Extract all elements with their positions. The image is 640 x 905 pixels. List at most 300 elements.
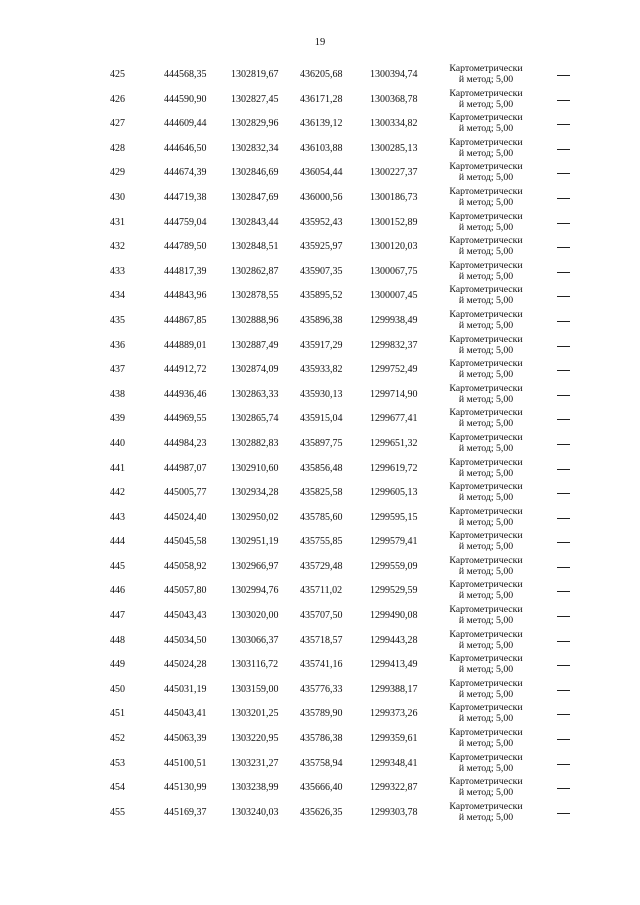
empty-dash (557, 149, 570, 150)
method-line-2: й метод; 5,00 (458, 270, 514, 282)
method-cell (437, 481, 535, 503)
empty-dash (557, 714, 570, 715)
coordinate-x2: 435915,04 (300, 413, 343, 425)
method-cell (437, 88, 535, 110)
point-number: 447 (110, 610, 125, 622)
method-cell (437, 604, 535, 626)
method-line-1: Картометрически (449, 333, 523, 345)
point-number: 436 (110, 339, 125, 351)
point-number: 444 (110, 536, 125, 548)
point-number: 431 (110, 216, 125, 228)
method-line-1: Картометрически (449, 185, 523, 197)
method-line-1: Картометрически (449, 358, 523, 370)
table-row (0, 381, 640, 406)
table-row (0, 528, 640, 553)
empty-dash (557, 616, 570, 617)
method-line-1: Картометрически (449, 702, 523, 714)
method-cell (437, 530, 535, 552)
point-number: 435 (110, 314, 125, 326)
empty-dash (557, 469, 570, 470)
method-line-2: й метод; 5,00 (458, 74, 514, 85)
method-line-1: Картометрически (449, 505, 523, 517)
point-number: 440 (110, 437, 125, 449)
method-line-2: й метод; 5,00 (458, 541, 514, 553)
coordinate-x2: 435666,40 (300, 782, 343, 794)
coordinate-x1: 445043,43 (164, 610, 207, 622)
empty-dash (557, 813, 570, 814)
coordinate-y2: 1299322,87 (370, 782, 418, 794)
coordinate-y2: 1300186,73 (370, 191, 418, 203)
coordinate-y2: 1300067,75 (370, 265, 418, 277)
empty-dash (557, 764, 570, 765)
coordinate-x1: 445024,40 (164, 511, 207, 523)
coordinate-x1: 445034,50 (164, 634, 207, 646)
coordinate-x2: 436139,12 (300, 118, 343, 130)
point-number: 428 (110, 142, 125, 154)
coordinate-x1: 444912,72 (164, 364, 207, 376)
coordinate-y2: 1299651,32 (370, 437, 418, 449)
table-row (0, 159, 640, 184)
table-row (0, 282, 640, 307)
coordinate-x2: 435895,52 (300, 290, 343, 302)
coordinate-y2: 1299938,49 (370, 314, 418, 326)
empty-dash (557, 370, 570, 371)
coordinate-x1: 445045,58 (164, 536, 207, 548)
method-line-1: Картометрически (449, 776, 523, 788)
coordinate-y1: 1302819,67 (231, 69, 279, 80)
table-row (0, 430, 640, 455)
coordinate-x2: 435925,97 (300, 241, 343, 253)
point-number: 429 (110, 167, 125, 179)
empty-dash (557, 493, 570, 494)
coordinate-x2: 435741,16 (300, 659, 343, 671)
table-row (0, 332, 640, 357)
empty-dash (557, 690, 570, 691)
table-row (0, 602, 640, 627)
coordinate-x1: 445058,92 (164, 560, 207, 572)
coordinate-y1: 1303116,72 (231, 659, 279, 671)
empty-dash (557, 665, 570, 666)
method-line-1: Картометрически (449, 554, 523, 566)
coordinate-x2: 435776,33 (300, 683, 343, 695)
coordinate-x1: 444789,50 (164, 241, 207, 253)
coordinate-y2: 1300227,37 (370, 167, 418, 179)
method-cell (437, 334, 535, 356)
method-line-1: Картометрически (449, 431, 523, 443)
table-row (0, 774, 640, 799)
coordinate-x1: 445005,77 (164, 487, 207, 499)
point-number: 445 (110, 560, 125, 572)
method-line-2: й метод; 5,00 (458, 369, 514, 381)
table-row (0, 799, 640, 824)
coordinate-y2: 1299619,72 (370, 462, 418, 474)
method-line-1: Картометрически (449, 308, 523, 320)
coordinate-x2: 435917,29 (300, 339, 343, 351)
point-number: 443 (110, 511, 125, 523)
coordinate-y1: 1302847,69 (231, 191, 279, 203)
method-cell (437, 284, 535, 306)
table-row (0, 504, 640, 529)
coordinate-y1: 1302829,96 (231, 118, 279, 130)
point-number: 449 (110, 659, 125, 671)
point-number: 437 (110, 364, 125, 376)
point-number: 430 (110, 191, 125, 203)
table-row (0, 135, 640, 160)
method-cell (437, 161, 535, 183)
coordinate-x2: 435789,90 (300, 708, 343, 720)
coordinate-y1: 1302887,49 (231, 339, 279, 351)
method-cell (437, 678, 535, 700)
table-row (0, 209, 640, 234)
method-line-1: Картометрически (449, 653, 523, 665)
coordinate-x2: 436103,88 (300, 142, 343, 154)
coordinate-x1: 444936,46 (164, 388, 207, 400)
point-number: 433 (110, 265, 125, 277)
coordinate-y2: 1299443,28 (370, 634, 418, 646)
empty-dash (557, 223, 570, 224)
method-line-2: й метод; 5,00 (458, 98, 514, 110)
method-cell (437, 186, 535, 208)
table-row (0, 627, 640, 652)
method-line-2: й метод; 5,00 (458, 418, 514, 430)
empty-dash (557, 124, 570, 125)
coordinate-x2: 435626,35 (300, 806, 343, 818)
table-row (0, 479, 640, 504)
coordinate-x2: 435907,35 (300, 265, 343, 277)
empty-dash (557, 542, 570, 543)
method-line-2: й метод; 5,00 (458, 393, 514, 405)
coordinate-y2: 1299529,59 (370, 585, 418, 597)
empty-dash (557, 518, 570, 519)
point-number: 442 (110, 487, 125, 499)
coordinate-x1: 444843,96 (164, 290, 207, 302)
coordinate-y1: 1303159,00 (231, 683, 279, 695)
empty-dash (557, 198, 570, 199)
coordinate-x2: 435930,13 (300, 388, 343, 400)
coordinate-x1: 444817,39 (164, 265, 207, 277)
coordinate-y1: 1302950,02 (231, 511, 279, 523)
point-number: 453 (110, 757, 125, 769)
method-line-2: й метод; 5,00 (458, 565, 514, 577)
coordinate-y1: 1302882,83 (231, 437, 279, 449)
method-cell (437, 629, 535, 651)
table-row (0, 651, 640, 676)
method-cell (437, 358, 535, 380)
method-line-1: Картометрически (449, 112, 523, 124)
empty-dash (557, 346, 570, 347)
empty-dash (557, 296, 570, 297)
point-number: 427 (110, 118, 125, 130)
coordinate-y2: 1300368,78 (370, 93, 418, 105)
coordinate-y1: 1302832,34 (231, 142, 279, 154)
table-row (0, 258, 640, 283)
method-line-1: Картометрически (449, 456, 523, 468)
coordinate-x1: 444867,85 (164, 314, 207, 326)
coordinate-y1: 1303220,95 (231, 733, 279, 745)
table-row (0, 405, 640, 430)
coordinate-y1: 1302878,55 (231, 290, 279, 302)
coordinate-x2: 435729,48 (300, 560, 343, 572)
method-cell (437, 801, 535, 823)
method-cell (437, 752, 535, 774)
coordinate-x2: 435707,50 (300, 610, 343, 622)
empty-dash (557, 75, 570, 76)
method-line-1: Картометрически (449, 210, 523, 222)
coordinate-x1: 445024,28 (164, 659, 207, 671)
coordinate-x2: 435711,02 (300, 585, 343, 597)
method-cell (437, 506, 535, 528)
table-row (0, 356, 640, 381)
point-number: 425 (110, 69, 125, 80)
empty-dash (557, 247, 570, 248)
method-line-2: й метод; 5,00 (458, 295, 514, 307)
method-line-2: й метод; 5,00 (458, 319, 514, 331)
coordinate-x1: 444590,90 (164, 93, 207, 105)
coordinate-y1: 1302863,33 (231, 388, 279, 400)
coordinate-y2: 1300394,74 (370, 69, 418, 80)
coordinate-y1: 1302865,74 (231, 413, 279, 425)
coordinate-x1: 444889,01 (164, 339, 207, 351)
coordinate-y1: 1303201,25 (231, 708, 279, 720)
point-number: 448 (110, 634, 125, 646)
table-row (0, 184, 640, 209)
coordinate-x1: 444969,55 (164, 413, 207, 425)
method-line-1: Картометрически (449, 677, 523, 689)
method-cell (437, 776, 535, 798)
method-line-1: Картометрически (449, 161, 523, 173)
table-row (0, 553, 640, 578)
method-cell (437, 555, 535, 577)
table-row (0, 700, 640, 725)
coordinate-x1: 445100,51 (164, 757, 207, 769)
empty-dash (557, 591, 570, 592)
coordinate-x1: 445063,39 (164, 733, 207, 745)
point-number: 432 (110, 241, 125, 253)
coordinate-y1: 1303231,27 (231, 757, 279, 769)
method-line-2: й метод; 5,00 (458, 196, 514, 208)
method-line-2: й метод; 5,00 (458, 246, 514, 258)
coordinate-x1: 444609,44 (164, 118, 207, 130)
coordinate-y2: 1299752,49 (370, 364, 418, 376)
coordinate-y2: 1299359,61 (370, 733, 418, 745)
method-line-1: Картометрически (449, 800, 523, 812)
method-line-2: й метод; 5,00 (458, 590, 514, 602)
coordinate-x1: 445031,19 (164, 683, 207, 695)
coordinate-x1: 444987,07 (164, 462, 207, 474)
coordinate-x2: 436205,68 (300, 69, 343, 80)
method-line-2: й метод; 5,00 (458, 442, 514, 454)
coordinate-x2: 435755,85 (300, 536, 343, 548)
table-row (0, 110, 640, 135)
coordinate-x2: 436000,56 (300, 191, 343, 203)
coordinate-x2: 436054,44 (300, 167, 343, 179)
method-line-2: й метод; 5,00 (458, 147, 514, 159)
method-line-2: й метод; 5,00 (458, 688, 514, 700)
method-line-1: Картометрически (449, 628, 523, 640)
empty-dash (557, 739, 570, 740)
coordinate-y2: 1299595,15 (370, 511, 418, 523)
point-number: 438 (110, 388, 125, 400)
table-row (0, 577, 640, 602)
coordinate-y2: 1299677,41 (370, 413, 418, 425)
coordinate-y2: 1300285,13 (370, 142, 418, 154)
method-cell (437, 653, 535, 675)
table-row (0, 61, 640, 86)
point-number: 426 (110, 93, 125, 105)
method-line-2: й метод; 5,00 (458, 467, 514, 479)
method-cell (437, 309, 535, 331)
table-row (0, 750, 640, 775)
method-cell (437, 112, 535, 134)
empty-dash (557, 272, 570, 273)
point-number: 451 (110, 708, 125, 720)
empty-dash (557, 395, 570, 396)
method-cell (437, 260, 535, 282)
method-line-2: й метод; 5,00 (458, 738, 514, 750)
coordinate-y2: 1299348,41 (370, 757, 418, 769)
coordinate-y2: 1299303,78 (370, 806, 418, 818)
empty-dash (557, 100, 570, 101)
method-line-2: й метод; 5,00 (458, 713, 514, 725)
coordinate-x2: 435896,38 (300, 314, 343, 326)
empty-dash (557, 173, 570, 174)
coordinate-x2: 435758,94 (300, 757, 343, 769)
empty-dash (557, 444, 570, 445)
method-line-1: Картометрически (449, 727, 523, 739)
point-number: 434 (110, 290, 125, 302)
coordinate-y1: 1302874,09 (231, 364, 279, 376)
method-cell (437, 579, 535, 601)
coordinate-y1: 1302910,60 (231, 462, 279, 474)
coordinate-y2: 1300120,03 (370, 241, 418, 253)
coordinate-x2: 435785,60 (300, 511, 343, 523)
coordinate-y2: 1299490,08 (370, 610, 418, 622)
coordinate-y2: 1299832,37 (370, 339, 418, 351)
coordinate-x1: 444719,38 (164, 191, 207, 203)
method-line-1: Картометрически (449, 751, 523, 763)
point-number: 452 (110, 733, 125, 745)
coordinate-y2: 1300152,89 (370, 216, 418, 228)
coordinate-y1: 1302843,44 (231, 216, 279, 228)
coordinate-y2: 1299714,90 (370, 388, 418, 400)
method-line-2: й метод; 5,00 (458, 221, 514, 233)
coordinate-x2: 435786,38 (300, 733, 343, 745)
coordinate-y2: 1300007,45 (370, 290, 418, 302)
method-line-2: й метод; 5,00 (458, 516, 514, 528)
point-number: 450 (110, 683, 125, 695)
coordinate-y2: 1299579,41 (370, 536, 418, 548)
method-cell (437, 211, 535, 233)
empty-dash (557, 788, 570, 789)
coordinate-x2: 435856,48 (300, 462, 343, 474)
method-line-1: Картометрически (449, 235, 523, 247)
empty-dash (557, 419, 570, 420)
point-number: 439 (110, 413, 125, 425)
method-line-2: й метод; 5,00 (458, 123, 514, 135)
coordinate-x1: 444568,35 (164, 69, 207, 80)
coordinate-x2: 435718,57 (300, 634, 343, 646)
method-line-2: й метод; 5,00 (458, 172, 514, 184)
method-line-2: й метод; 5,00 (458, 664, 514, 676)
method-cell (437, 383, 535, 405)
method-line-2: й метод; 5,00 (458, 787, 514, 799)
coordinate-x2: 435933,82 (300, 364, 343, 376)
coordinate-x1: 444759,04 (164, 216, 207, 228)
coordinate-x2: 435897,75 (300, 437, 343, 449)
method-line-1: Картометрически (449, 481, 523, 493)
coordinate-x1: 445169,37 (164, 806, 207, 818)
coordinate-x2: 435952,43 (300, 216, 343, 228)
coordinate-y1: 1302888,96 (231, 314, 279, 326)
method-line-2: й метод; 5,00 (458, 811, 514, 823)
coordinate-x1: 445130,99 (164, 782, 207, 794)
coordinate-x1: 444984,23 (164, 437, 207, 449)
point-number: 454 (110, 782, 125, 794)
coordinate-y1: 1302862,87 (231, 265, 279, 277)
method-line-1: Картометрически (449, 382, 523, 394)
method-line-1: Картометрически (449, 284, 523, 296)
coordinate-x1: 445043,41 (164, 708, 207, 720)
point-number: 446 (110, 585, 125, 597)
coordinate-y2: 1299559,09 (370, 560, 418, 572)
page-number: 19 (314, 37, 326, 48)
method-line-2: й метод; 5,00 (458, 762, 514, 774)
coordinate-y1: 1302934,28 (231, 487, 279, 499)
table-row (0, 307, 640, 332)
method-line-1: Картометрически (449, 259, 523, 271)
coordinate-y1: 1303066,37 (231, 634, 279, 646)
method-cell (437, 137, 535, 159)
coordinate-y2: 1299605,13 (370, 487, 418, 499)
table-row (0, 676, 640, 701)
method-line-2: й метод; 5,00 (458, 615, 514, 627)
method-line-1: Картометрически (449, 530, 523, 542)
point-number: 455 (110, 806, 125, 818)
empty-dash (557, 567, 570, 568)
coordinates-table (0, 61, 640, 823)
method-cell (437, 407, 535, 429)
method-line-2: й метод; 5,00 (458, 639, 514, 651)
method-line-1: Картометрически (449, 407, 523, 419)
table-row (0, 455, 640, 480)
coordinate-y1: 1302966,97 (231, 560, 279, 572)
method-cell (437, 702, 535, 724)
coordinate-y1: 1302994,76 (231, 585, 279, 597)
method-line-1: Картометрически (449, 604, 523, 616)
method-line-2: й метод; 5,00 (458, 344, 514, 356)
empty-dash (557, 321, 570, 322)
coordinate-y1: 1302827,45 (231, 93, 279, 105)
table-row (0, 86, 640, 111)
coordinate-x1: 444646,50 (164, 142, 207, 154)
coordinate-y1: 1303020,00 (231, 610, 279, 622)
coordinate-x1: 445057,80 (164, 585, 207, 597)
coordinate-y2: 1299373,26 (370, 708, 418, 720)
coordinate-y1: 1303240,03 (231, 806, 279, 818)
empty-dash (557, 641, 570, 642)
coordinate-y1: 1302951,19 (231, 536, 279, 548)
point-number: 441 (110, 462, 125, 474)
coordinate-x1: 444674,39 (164, 167, 207, 179)
coordinate-y1: 1302848,51 (231, 241, 279, 253)
coordinate-y2: 1300334,82 (370, 118, 418, 130)
method-cell (437, 457, 535, 479)
coordinate-y2: 1299388,17 (370, 683, 418, 695)
coordinate-y1: 1303238,99 (231, 782, 279, 794)
method-cell (437, 727, 535, 749)
method-cell (437, 235, 535, 257)
method-cell (437, 63, 535, 85)
